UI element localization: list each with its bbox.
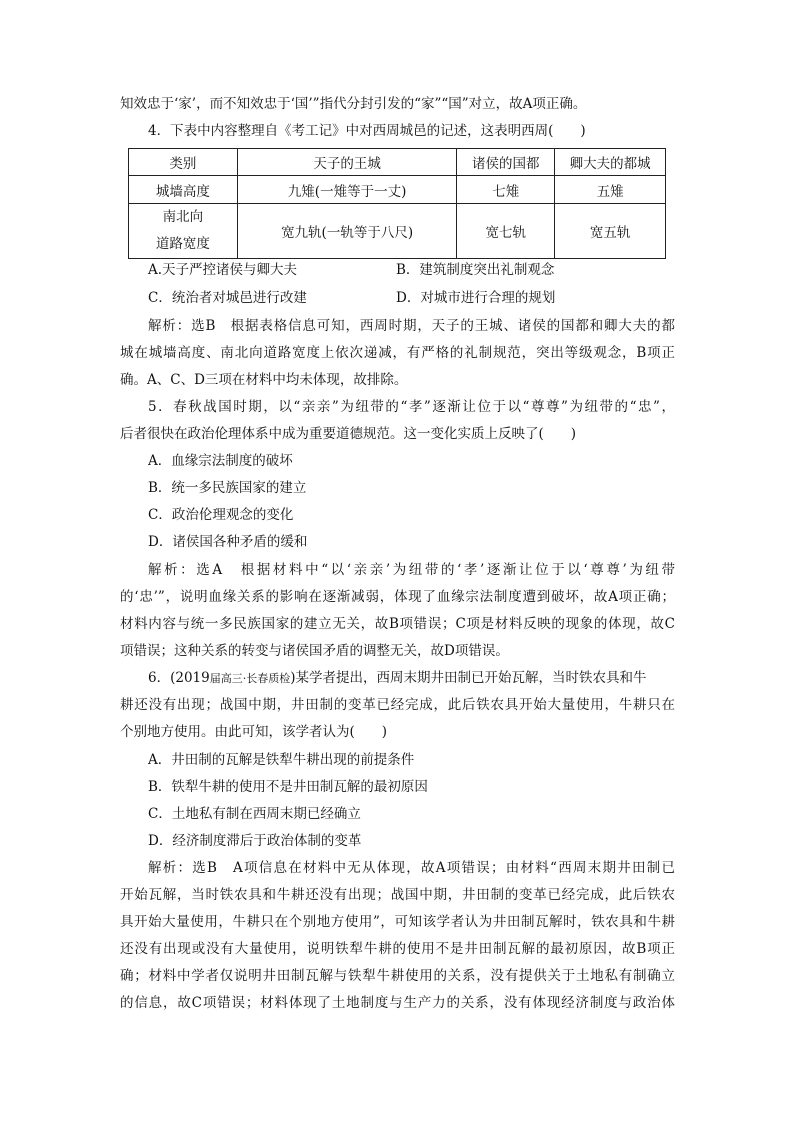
table-header-cell: 类别 — [129, 149, 238, 176]
answer-6-line: 开始瓦解，当时铁农具和牛耕还没有出现；战国中期，井田制的变革已经完成，此后铁农 — [120, 887, 675, 903]
answer-6-line: 具开始大量使用，牛耕只在个别地方使用”，可知该学者认为井田制瓦解时，铁农具和牛耕 — [120, 914, 675, 930]
table-cell: 五雉 — [555, 176, 666, 204]
table-cell: 宽九轨(一轨等于八尺) — [237, 204, 457, 259]
answer-6-line: 解析：选B A项信息在材料中无从体现，故A项错误；由材料“西周末期井田制已 — [148, 860, 675, 876]
table-header-cell: 卿大夫的都城 — [555, 149, 666, 176]
answer-4-line: 确。A、C、D三项在材料中均未体现，故排除。 — [120, 372, 408, 388]
table-cell: 宽五轨 — [555, 204, 666, 259]
answer-5-line: 的‘忠’”，说明血缘关系的影响在逐渐减弱，体现了血缘宗法制度遭到破坏，故A项正确； — [120, 589, 675, 605]
option-d: D．诸侯国各种矛盾的缓和 — [148, 534, 308, 550]
question-6-source: 届高三·长春质检 — [209, 672, 291, 685]
option-b: B．建筑制度突出礼制观念 — [396, 262, 555, 278]
option-d: D．经济制度滞后于政治体制的变革 — [148, 833, 362, 849]
answer-5-line: 材料内容与统一多民族国家的建立无关，故B项错误；C项是材料反映的现象的体现，故C — [120, 616, 675, 632]
question-6-stem — [148, 665, 675, 692]
table-header-cell: 诸侯的国都 — [457, 149, 555, 176]
option-d: D．对城市进行合理的规划 — [396, 290, 556, 306]
question-5-stem: 5．春秋战国时期，以“亲亲”为纽带的“孝”逐渐让位于以“尊尊”为纽带的“忠”， — [148, 399, 675, 415]
option-a: A.天子严控诸侯与卿大夫 — [148, 262, 298, 278]
table-row — [129, 204, 666, 259]
question-6-stem: 耕还没有出现；战国中期，井田制的变革已经完成，此后铁农具开始大量使用，牛耕只在 — [120, 697, 675, 713]
question-4-stem: 4．下表中内容整理自《考工记》中对西周城邑的记述，这表明西周( ) — [148, 123, 586, 139]
option-b: B．铁犁牛耕的使用不是井田制瓦解的最初原因 — [148, 779, 428, 795]
table-header-cell: 天子的王城 — [237, 149, 457, 176]
option-b: B．统一多民族国家的建立 — [148, 480, 307, 496]
table-cell-line: 道路宽度 — [155, 236, 210, 252]
question-6-number: 6．(2019 — [148, 670, 210, 686]
table-cell-line: 南北向 — [162, 209, 204, 225]
answer-4-line: 解析：选B 根据表格信息可知，西周时期，天子的王城、诸侯的国都和卿大夫的都 — [148, 318, 675, 334]
answer-6-line: 确；材料中学者仅说明井田制瓦解与铁犁牛耕使用的关系，没有提供关于土地私有制确立 — [120, 968, 675, 984]
table-row — [129, 176, 666, 204]
question-5-stem: 后者很快在政治伦理体系中成为重要道德规范。这一变化实质上反映了( ) — [120, 426, 577, 442]
option-a: A．血缘宗法制度的破坏 — [148, 453, 293, 469]
table-cell: 宽七轨 — [457, 204, 555, 259]
kaogongji-table — [128, 148, 666, 259]
question-6-text: )某学者提出，西周末期井田制已开始瓦解，当时铁农具和牛 — [290, 670, 647, 686]
question-4-options-row-2 — [148, 285, 675, 312]
answer-6-line: 的信息，故C项错误；材料体现了土地制度与生产力的关系，没有体现经济制度与政治体 — [120, 995, 675, 1011]
table-cell: 七雉 — [457, 176, 555, 204]
text-line-continuation: 知效忠于‘家’，而不知效忠于‘国’”指代分封引发的“家”“国”对立，故A项正确。 — [120, 96, 587, 112]
option-c: C．统治者对城邑进行改建 — [148, 290, 307, 306]
option-c: C．土地私有制在西周末期已经确立 — [148, 806, 361, 822]
table-cell: 九雉(一雉等于一丈) — [237, 176, 457, 204]
answer-5-line: 项错误；这种关系的转变与诸侯国矛盾的调整无关，故D项错误。 — [120, 643, 509, 659]
answer-6-line: 还没有出现或没有大量使用，说明铁犁牛耕的使用不是井田制瓦解的最初原因，故B项正 — [120, 941, 675, 957]
table-cell — [129, 204, 238, 259]
answer-5-line: 解析：选A 根据材料中“以‘亲亲’为纽带的‘孝’逐渐让位于以‘尊尊’为纽带 — [148, 562, 675, 578]
table-cell: 城墙高度 — [129, 176, 238, 204]
question-4-options-row-1 — [148, 257, 675, 284]
option-c: C．政治伦理观念的变化 — [148, 507, 294, 523]
option-a: A．井田制的瓦解是铁犁牛耕出现的前提条件 — [148, 752, 415, 768]
table-header-row — [129, 149, 666, 176]
answer-4-line: 城在城墙高度、南北向道路宽度上依次递减，有严格的礼制规范，突出等级观念，B项正 — [120, 345, 675, 361]
question-6-stem: 个别地方使用。由此可知，该学者认为( ) — [120, 724, 388, 740]
